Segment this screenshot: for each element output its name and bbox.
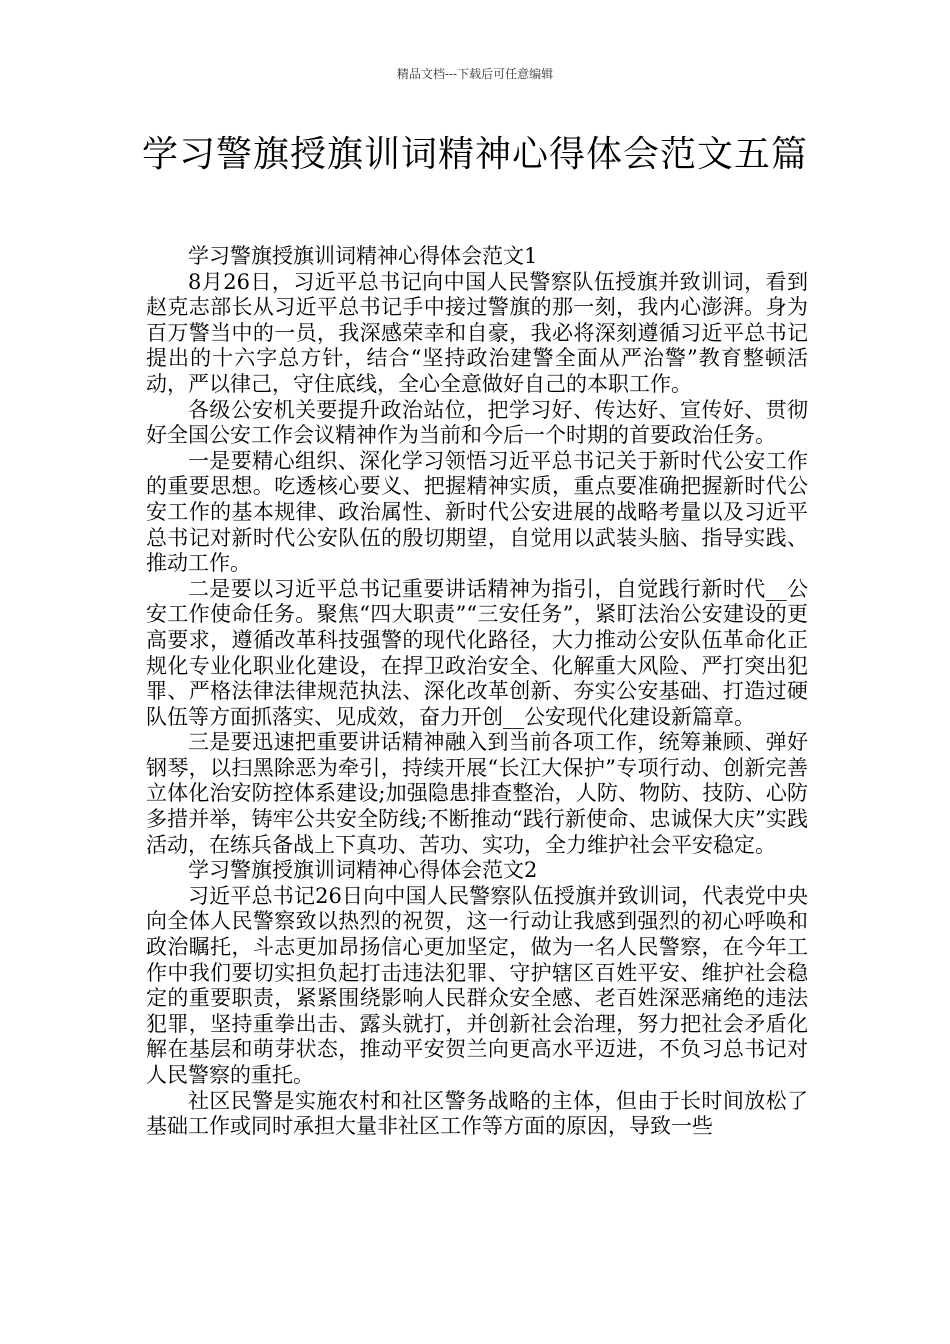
- document-title: 学习警旗授旗训词精神心得体会范文五篇: [141, 134, 808, 175]
- body-paragraph: 社区民警是实施农村和社区警务战略的主体，但由于长时间放松了基础工作或同时承担大量非社区工作等方面的原因，导致一些: [146, 1088, 808, 1139]
- body-paragraph: 二是要以习近平总书记重要讲话精神为指引，自觉践行新时代__公安工作使命任务。聚焦“四大职责”“三安任务”，紧盯法治公安建设的更高要求，遵循改革科技强警的现代化路径，大力推动公安队伍革命化正规化专业化职业化建设，在捍卫政治安全、化解重大风险、严打突出犯罪、严格法律法律规范执法、深化改革创新、夯实公安基础、打造过硬队伍等方面抓落实、见成效，奋力开创__公安现代化建设新篇章。: [146, 576, 808, 729]
- body-paragraph: 习近平总书记26日向中国人民警察队伍授旗并致训词，代表党中央向全体人民警察致以热烈的祝贺，这一行动让我感到强烈的初心呼唤和政治瞩托，斗志更加昂扬信心更加坚定，做为一名人民警察，在今年工作中我们要切实担负起打击违法犯罪、守护辖区百姓平安、维护社会稳定的重要职责，紧紧围绕影响人民群众安全感、老百姓深恶痛绝的违法犯罪，坚持重拳出击、露头就打，并创新社会治理，努力把社会矛盾化解在基层和萌芽状态，推动平安贺兰向更高水平迈进，不负习总书记对人民警察的重托。: [146, 883, 808, 1087]
- body-paragraph: 一是要精心组织、深化学习领悟习近平总书记关于新时代公安工作的重要思想。吃透核心要义、把握精神实质，重点要准确把握新时代公安工作的基本规律、政治属性、新时代公安进展的战略考量以及习近平总书记对新时代公安队伍的殷切期望，自觉用以武装头脑、指导实践、推动工作。: [146, 448, 808, 576]
- body-paragraph: 三是要迅速把重要讲话精神融入到当前各项工作，统筹兼顾、弹好钢琴，以扫黑除恶为牵引，持续开展“长江大保护”专项行动、创新完善立体化治安防控体系建设;加强隐患排查整治，人防、物防、技防、心防多措并举，铸牢公共安全防线;不断推动“践行新使命、忠诚保大庆”实践活动，在练兵备战上下真功、苦功、实功，全力维护社会平安稳定。: [146, 730, 808, 857]
- document-body: [146, 244, 808, 1140]
- body-paragraph: 各级公安机关要提升政治站位，把学习好、传达好、宣传好、贯彻好全国公安工作会议精神作为当前和今后一个时期的首要政治任务。: [146, 397, 808, 448]
- section-heading-2: 学习警旗授旗训词精神心得体会范文2: [188, 858, 538, 883]
- page-header-note: 精品文档---下载后可任意编辑: [396, 67, 554, 81]
- section-heading-1: 学习警旗授旗训词精神心得体会范文1: [188, 244, 538, 268]
- body-paragraph: 8月26日，习近平总书记向中国人民警察队伍授旗并致训词，看到赵克志部长从习近平总书记手中接过警旗的那一刻，我内心澎湃。身为百万警当中的一员，我深感荣幸和自豪，我必将深刻遵循习近平总书记提出的十六字总方针，结合“坚持政治建警全面从严治警”教育整顿活动，严以律己，守住底线，全心全意做好自己的本职工作。: [146, 269, 808, 396]
